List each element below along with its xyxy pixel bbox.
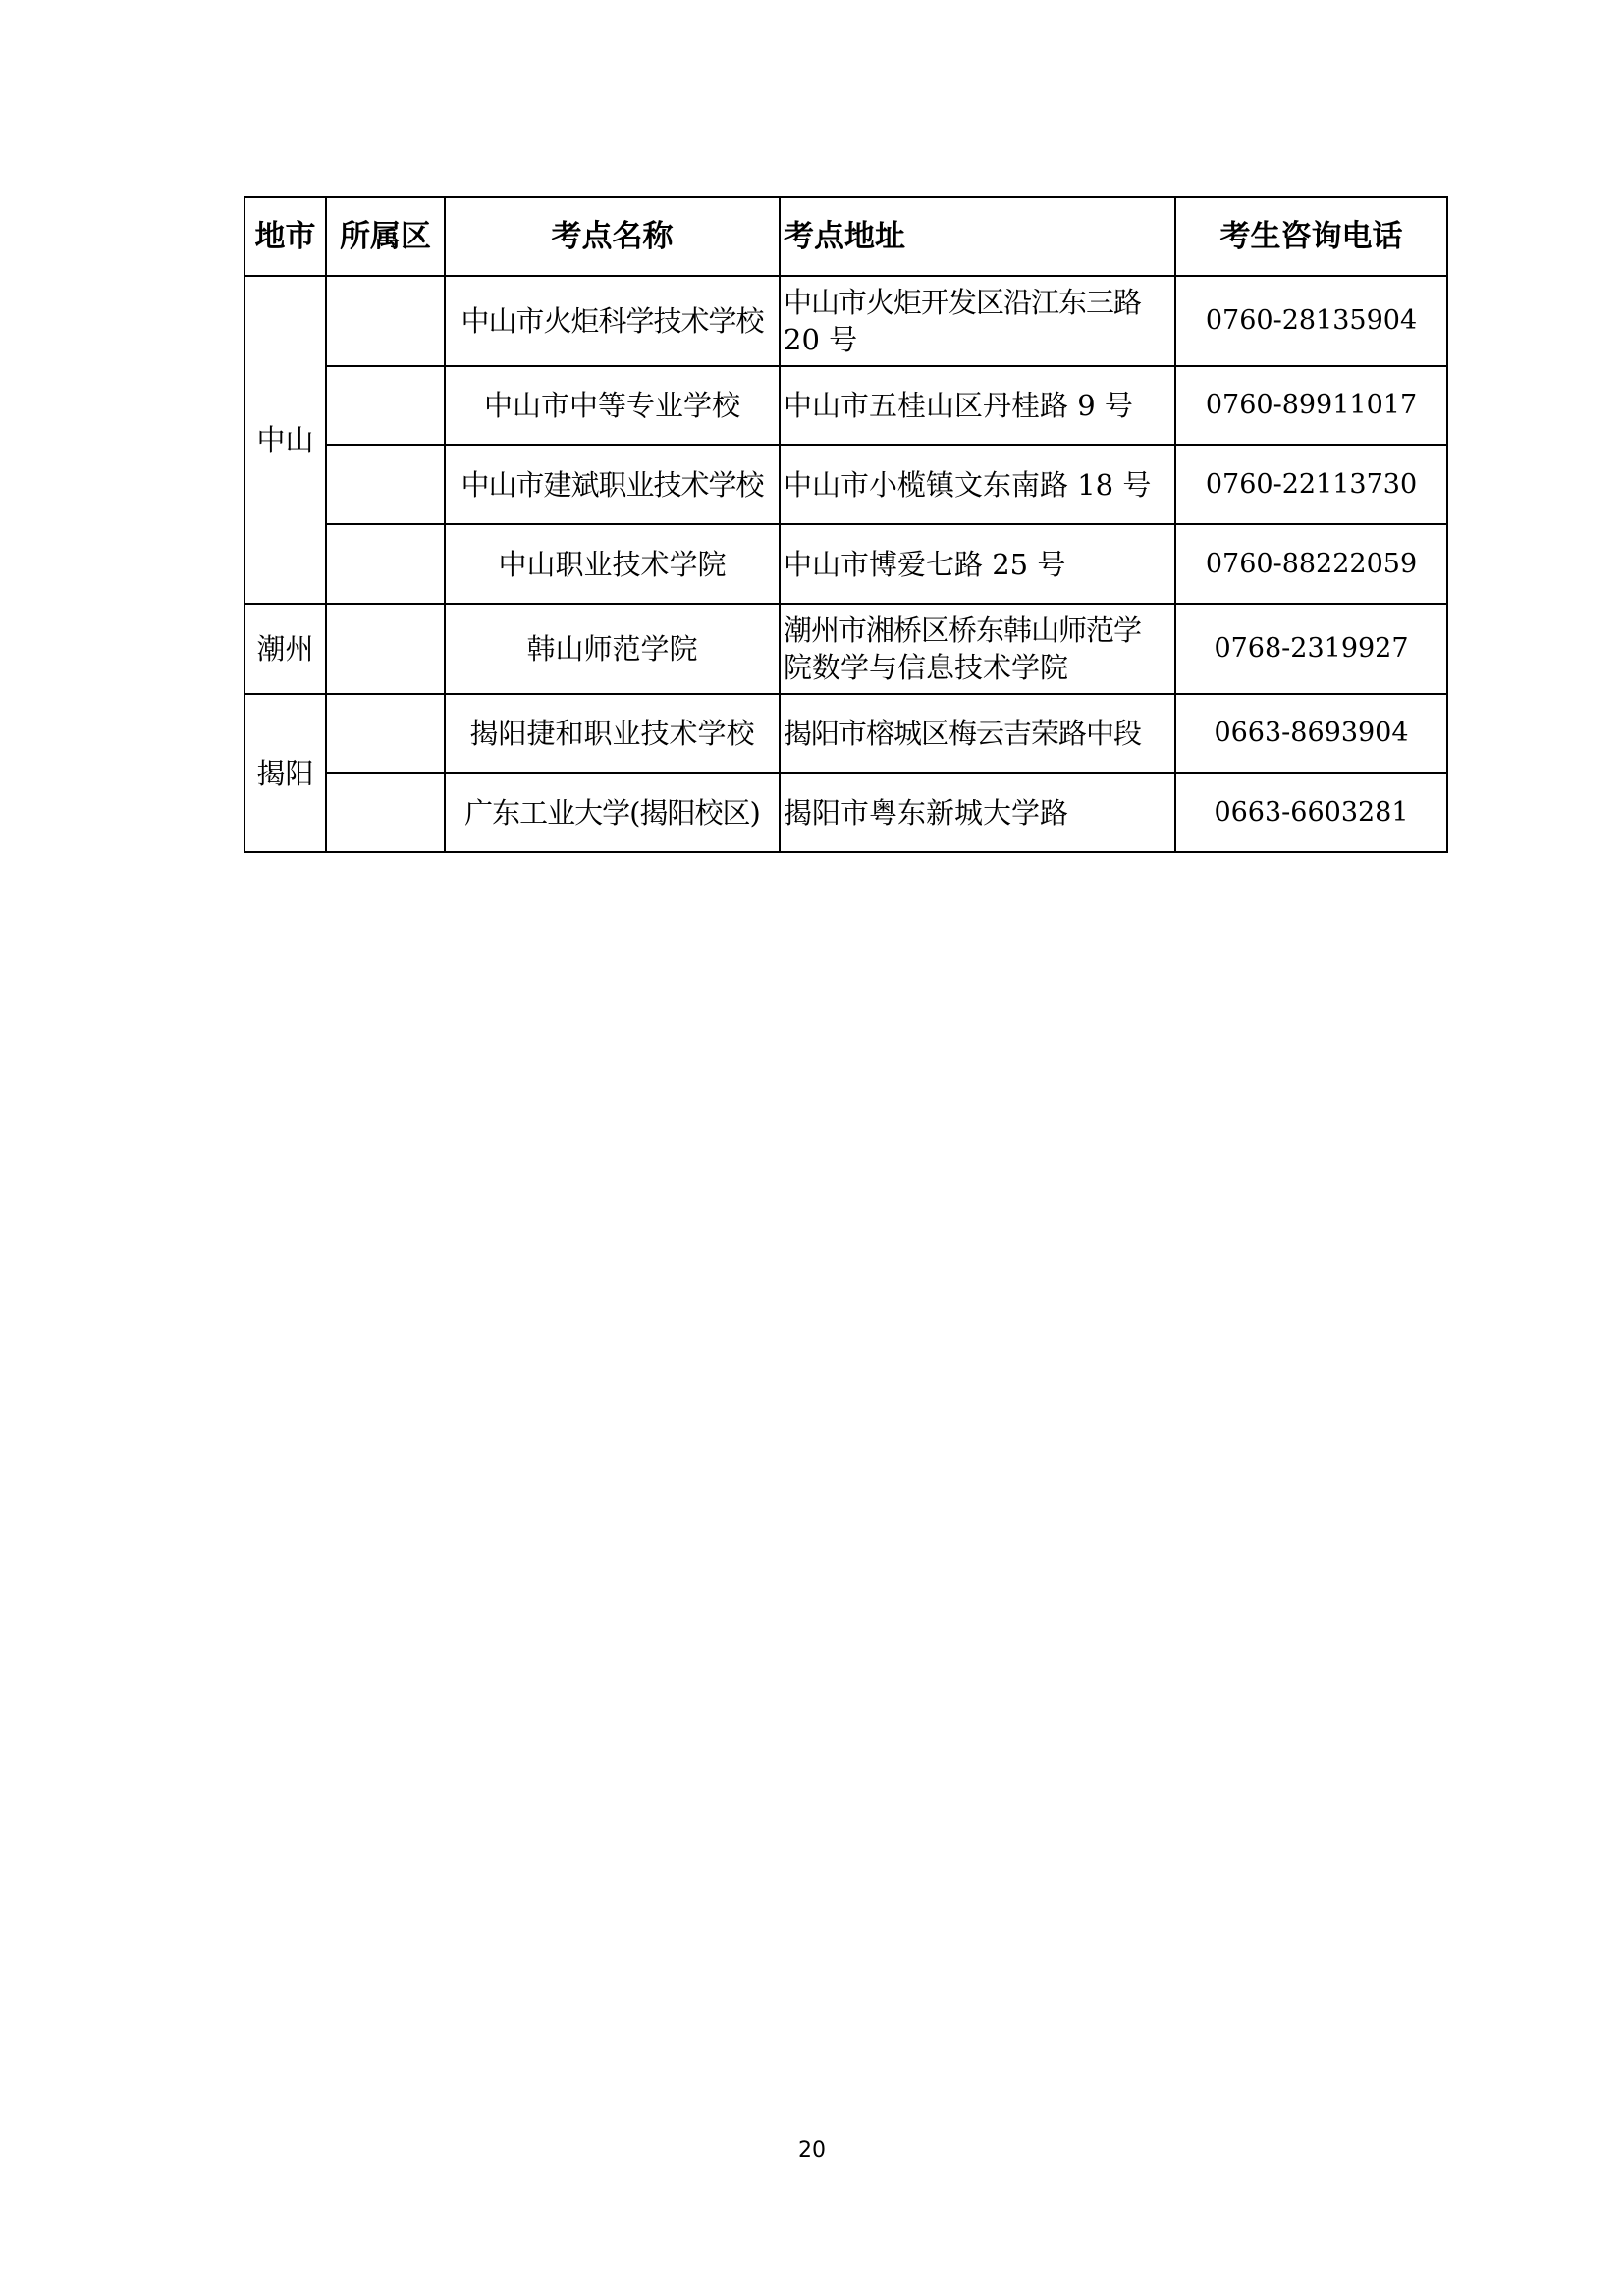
- phone-cell: 0663-8693904: [1175, 694, 1447, 773]
- header-district: 所属区: [326, 197, 445, 276]
- phone-cell: 0760-22113730: [1175, 445, 1447, 524]
- phone-cell: 0768-2319927: [1175, 604, 1447, 694]
- address-line: 潮州市湘桥区桥东韩山师范学: [784, 614, 1142, 647]
- site-name-cell: 中山职业技术学院: [445, 524, 780, 604]
- table-row: [244, 366, 1447, 445]
- site-name-cell: 揭阳捷和职业技术学校: [445, 694, 780, 773]
- table-row: [244, 445, 1447, 524]
- header-address: 考点地址: [780, 197, 1175, 276]
- address-cell: 揭阳市榕城区梅云吉荣路中段: [780, 694, 1175, 773]
- address-cell: 揭阳市粤东新城大学路: [780, 773, 1175, 852]
- page-number: 20: [798, 2138, 826, 2163]
- address-line: 院数学与信息技术学院: [784, 651, 1069, 684]
- header-city: 地市: [244, 197, 326, 276]
- site-name-cell: 中山市中等专业学校: [445, 366, 780, 445]
- address-line: 中山市火炬开发区沿江东三路: [784, 286, 1142, 319]
- address-cell: 中山市小榄镇文东南路 18 号: [780, 445, 1175, 524]
- address-line: 20 号: [784, 323, 858, 356]
- table-row: [244, 604, 1447, 694]
- district-cell: [326, 604, 445, 694]
- site-name-cell: 韩山师范学院: [445, 604, 780, 694]
- phone-cell: 0760-89911017: [1175, 366, 1447, 445]
- address-cell: [780, 604, 1175, 694]
- site-name-cell: 中山市火炬科学技术学校: [445, 276, 780, 366]
- address-cell: 中山市博爱七路 25 号: [780, 524, 1175, 604]
- address-cell: [780, 276, 1175, 366]
- header-phone: 考生咨询电话: [1175, 197, 1447, 276]
- table-row: [244, 694, 1447, 773]
- city-cell: 揭阳: [244, 694, 326, 852]
- table-row: [244, 773, 1447, 852]
- table-row: [244, 276, 1447, 366]
- city-cell: 潮州: [244, 604, 326, 694]
- district-cell: [326, 276, 445, 366]
- header-site-name: 考点名称: [445, 197, 780, 276]
- district-cell: [326, 524, 445, 604]
- table-header-row: [244, 197, 1447, 276]
- table-row: [244, 524, 1447, 604]
- address-cell: 中山市五桂山区丹桂路 9 号: [780, 366, 1175, 445]
- district-cell: [326, 445, 445, 524]
- exam-site-table: [244, 196, 1448, 853]
- site-name-cell: 中山市建斌职业技术学校: [445, 445, 780, 524]
- district-cell: [326, 773, 445, 852]
- city-cell: 中山: [244, 276, 326, 604]
- phone-cell: 0760-28135904: [1175, 276, 1447, 366]
- district-cell: [326, 366, 445, 445]
- district-cell: [326, 694, 445, 773]
- phone-cell: 0760-88222059: [1175, 524, 1447, 604]
- phone-cell: 0663-6603281: [1175, 773, 1447, 852]
- site-name-cell: 广东工业大学(揭阳校区): [445, 773, 780, 852]
